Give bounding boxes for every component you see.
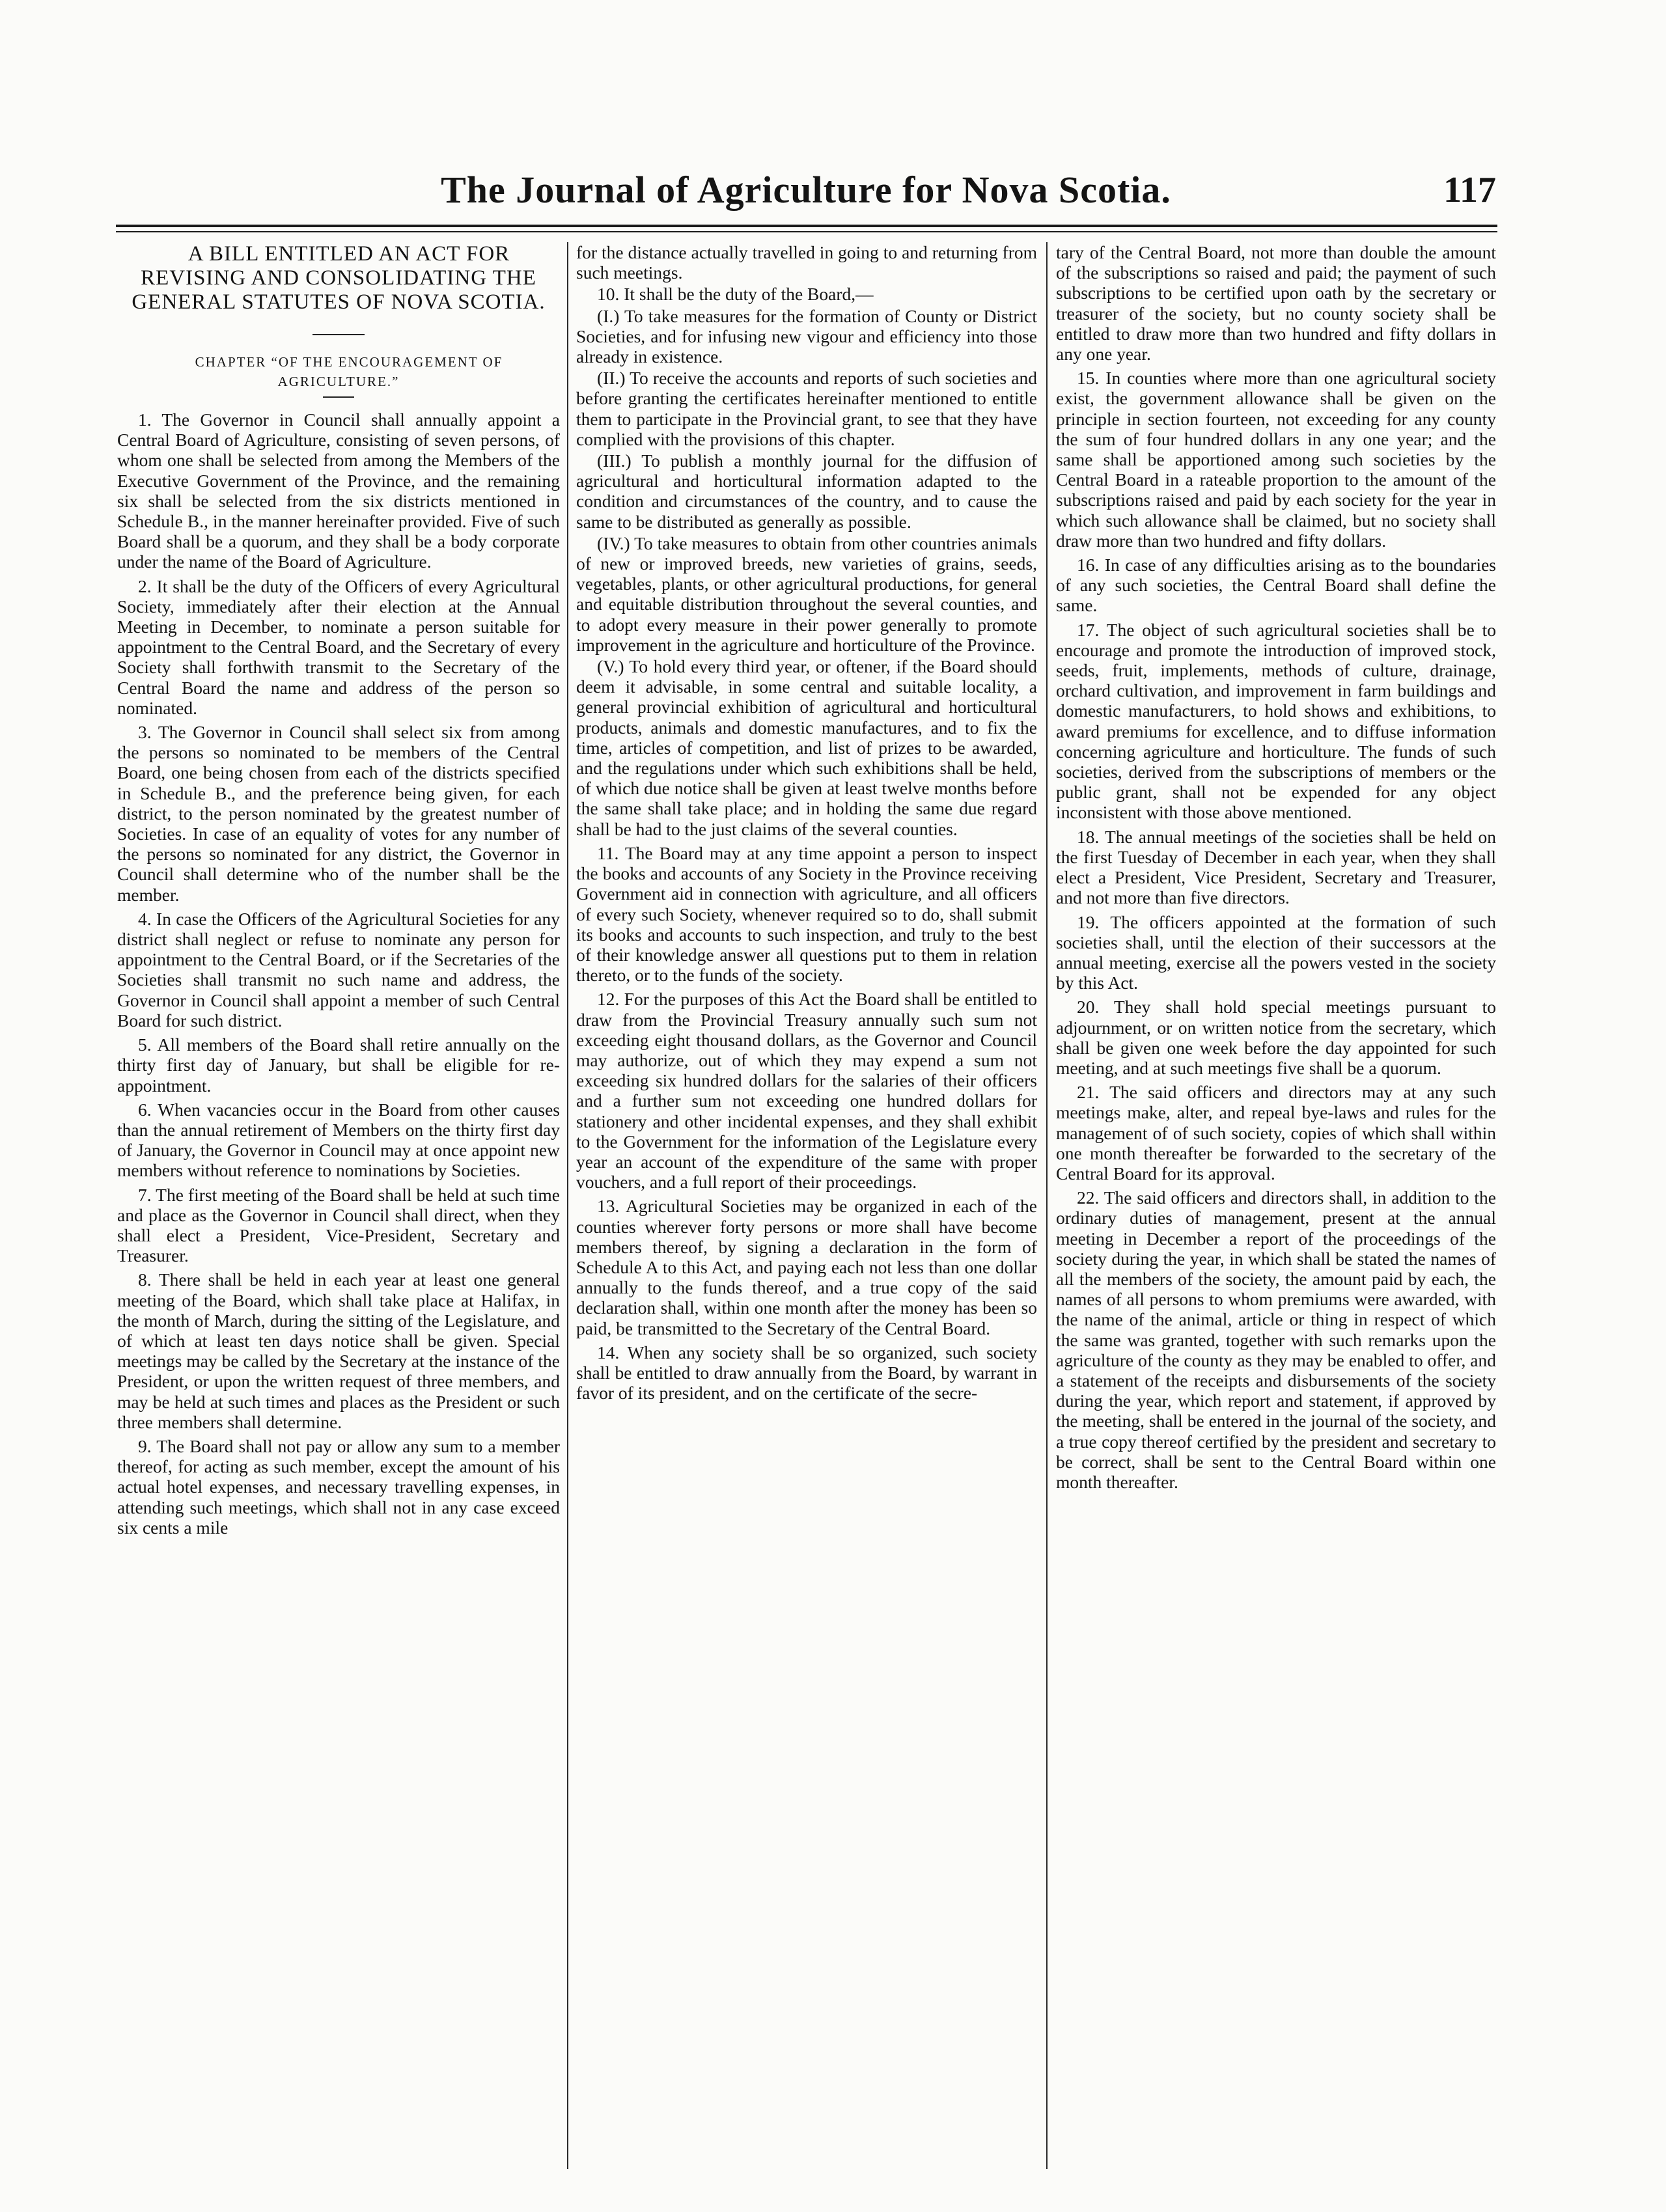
chapter-divider	[323, 396, 354, 398]
section-3: 3. The Governor in Council shall select six from among the persons so nominated to be members of the Central Board, one being chosen from each of the districts specified in Schedule B., and the preference being given, for each district, to the person nominated by the greatest number of Societies. In case of an equality of votes for any number of the persons so nominated for any district, the Governor in Council shall determine who of the number shall be the member.	[117, 722, 560, 905]
section-10-clause-1: (I.) To take measures for the formation of County or District Societies, and for infusing new vigour and efficiency into those already in existence.	[576, 305, 1037, 367]
section-2: 2. It shall be the duty of the Officers of every Agricultural Society, immediately after their election at the Annual Meeting in December, to nominate a person suitable for appointment to the Central Board, and the Secretary of every Society shall forthwith transmit to the Secretary of the Central Board the name and address of the person so nominated.	[117, 575, 560, 718]
chapter-title: CHAPTER “OF THE ENCOURAGEMENT OF AGRICULTURE.”	[195, 354, 503, 389]
section-21: 21. The said officers and directors may at any such meetings make, alter, and repeal bye-laws and rules for the management of of such society, copies of which shall within one month thereafter be forwarded to the secretary of the Central Board for its approval.	[1056, 1082, 1496, 1183]
section-15: 15. In counties where more than one agricultural society exist, the government allowance shall be given on the principle in section fourteen, not exceeding for any county the sum of four hundred dollars in any one year; and the same shall be apportioned among such societies by the Central Board in a rateable proportion to the amount of the subscriptions raised and paid by each society for the year in which such allowance shall be claimed, but no society shall draw more than two hundred and fifty dollars.	[1056, 368, 1496, 551]
section-10-clause-5: (V.) To hold every third year, or oftener, if the Board should deem it advisable, in some central and suitable locality, a general provincial exhibition of agricultural and horticultural products, animals and domestic manufactures, and to fix the time, articles of competition, and list of prizes to be awarded, and the regulations under which such exhibitions shall be held, of which due notice shall be given at least twelve months before the same shall take place; and in holding the same due regard shall be had to the just claims of the several counties.	[576, 656, 1037, 839]
section-7: 7. The first meeting of the Board shall be held at such time and place as the Governor in Council shall direct, when they shall elect a President, Vice-President, Secretary and Treasurer.	[117, 1184, 560, 1266]
section-5: 5. All members of the Board shall retire annually on the thirty first day of January, but shall be eligible for re-appointment.	[117, 1034, 560, 1096]
section-17: 17. The object of such agricultural societies shall be to encourage and promote the introduction of improved stock, seeds, fruit, implements, methods of culture, drainage, orchard cultivation, and improvement in farm buildings and domestic manufacturers, to hold shows and exhibitions, to award premiums for excellence, and to diffuse information concerning agriculture and horticulture. The funds of such societies, derived from the subscriptions of members or the public grant, shall not be expended for any object inconsistent with those above mentioned.	[1056, 619, 1496, 823]
section-18: 18. The annual meetings of the societies shall be held on the first Tuesday of December in each year, when they shall elect a President, Vice President, Secretary and Treasurer, and not more than five directors.	[1056, 826, 1496, 908]
section-10-clause-2: (II.) To receive the accounts and reports of such societies and before granting the certificates hereinafter mentioned to entitle them to participate in the Provincial grant, to see that they have complied with the provisions of this chapter.	[576, 368, 1037, 449]
text-column-3	[1056, 242, 1496, 2166]
column-divider	[1046, 242, 1048, 2169]
section-14-continued: tary of the Central Board, not more than double the amount of the subscriptions so raised and paid; the payment of such subscriptions to be certified upon oath by the secretary or treasurer of the society, but no county society shall be entitled to draw more than two hundred and fifty dollars in any one year.	[1056, 242, 1496, 365]
section-19: 19. The officers appointed at the formation of such societies shall, until the election of their successors at the annual meeting, exercise all the powers vested in the society by this Act.	[1056, 911, 1496, 993]
section-4: 4. In case the Officers of the Agricultural Societies for any district shall neglect or refuse to nominate any person for appointment to the Central Board, or if the Secretaries of the Societies shall transmit no such name and address, the Governor in Council shall appoint a member of such Central Board for such district.	[117, 908, 560, 1030]
journal-title: The Journal of Agriculture for Nova Scotia.	[441, 169, 1171, 211]
section-6: 6. When vacancies occur in the Board from other causes than the annual retirement of Members on the thirty first day of January, the Governor in Council may at once appoint new members without reference to nominations by Societies.	[117, 1099, 560, 1181]
section-10: 10. It shall be the duty of the Board,—	[597, 284, 874, 305]
text-column-1	[117, 242, 560, 2166]
header-rule-thick	[116, 225, 1497, 227]
section-10-clause-4: (IV.) To take measures to obtain from other countries animals of new or improved breeds, new varieties of grains, seeds, vegetables, plants, or other agricultural productions, for general and equitable distribution throughout the several counties, and to adopt every measure in their power generally to promote improvement in the agriculture and horticulture of the Province.	[576, 532, 1037, 655]
section-1: 1. The Governor in Council shall annually appoint a Central Board of Agriculture, consisting of seven persons, of whom one shall be selected from among the Members of the Executive Government of the Province, and the remaining six shall be selected from the six districts mentioned in Schedule B., in the manner hereinafter provided. Five of such Board shall be a quorum, and they shall be a body corporate under the name of the Board of Agriculture.	[117, 409, 560, 572]
section-11: 11. The Board may at any time appoint a person to inspect the books and accounts of any Society in the Province receiving Government aid in connection with agriculture, and all officers of every such Society, whenever required so to do, shall submit its books and accounts to such inspection, and truly to the best of their knowledge answer all questions put to them in relation thereto, or to the funds of the society.	[576, 842, 1037, 986]
page-number: 117	[1443, 170, 1496, 210]
section-13: 13. Agricultural Societies may be organized in each of the counties wherever forty persons or more shall have become members thereof, by signing a declaration in the form of Schedule A to this Act, and paying each not less than one dollar annually to the funds thereof, and a true copy of the said declaration shall, within one month after the money has been so paid, be transmitted to the Secretary of the Central Board.	[576, 1196, 1037, 1338]
section-8: 8. There shall be held in each year at least one general meeting of the Board, which shall take place at Halifax, in the month of March, during the sitting of the Legislature, and of which at least ten days notice shall be given. Special meetings may be called by the Secretary at the instance of the President, or upon the written request of three members, and may be held at such times and places as the President or such three members shall determine.	[117, 1269, 560, 1432]
section-14: 14. When any society shall be so organized, such society shall be entitled to draw annually from the Board, by warrant in favor of its president, and on the certificate of the secre-	[576, 1342, 1037, 1403]
section-9: 9. The Board shall not pay or allow any sum to a member thereof, for acting as such member, except the amount of his actual hotel expenses, and necessary travelling expenses, in attending such meetings, which shall not in any case exceed six cents a mile	[117, 1435, 560, 1538]
bill-title: A BILL ENTITLED AN ACT FOR REVISING AND CONSOLIDATING THE GENERAL STATUTES OF NOVA SCOTIA.	[132, 242, 546, 314]
section-22: 22. The said officers and directors shall, in addition to the ordinary duties of management, present at the annual meeting in December a report of the proceedings of the society during the year, in which shall be stated the names of all the members of the society, the amount paid by each, the names of all persons to whom premiums were awarded, with the name of the animal, article or thing in respect of which the same was granted, together with such remarks upon the agriculture of the county as they may be enabled to offer, and a statement of the receipts and disbursements of the society during the year, which report and statement, if approved by the meeting, shall be entered in the journal of the society, and a true copy thereof certified by the president and secretary to be correct, shall be sent to the Central Board within one month thereafter.	[1056, 1187, 1496, 1492]
section-20: 20. They shall hold special meetings pursuant to adjournment, or on written notice from the secretary, which shall be given one week before the day appointed for such meeting, and at such meetings five shall be a quorum.	[1056, 997, 1496, 1078]
section-16: 16. In case of any difficulties arising as to the boundaries of any such societies, the Central Board shall define the same.	[1056, 555, 1496, 616]
section-12: 12. For the purposes of this Act the Board shall be entitled to draw from the Provincial Treasury annually such sum not exceeding eight thousand dollars, as the Governor and Council may authorize, out of which they may expend a sum not exceeding six hundred dollars for the salaries of their officers and a further sum not exceeding one hundred dollars for stationery and other incidental expenses, and they shall exhibit to the Government for the information of the Legislature every year an account of the expenditure of the same with proper vouchers, and a full report of their proceedings.	[576, 989, 1037, 1193]
title-divider	[312, 334, 365, 335]
header-rule-thin	[116, 231, 1497, 232]
running-header	[116, 168, 1496, 227]
column-divider	[567, 242, 568, 2169]
text-column-2	[576, 242, 1037, 2166]
section-10-clause-3: (III.) To publish a monthly journal for the diffusion of agricultural and horticultural information adapted to the condition and circumstances of the country, and to cause the same to be distributed as generally as possible.	[576, 450, 1037, 532]
section-9-continued: for the distance actually travelled in going to and returning from such meetings.	[576, 242, 1037, 283]
